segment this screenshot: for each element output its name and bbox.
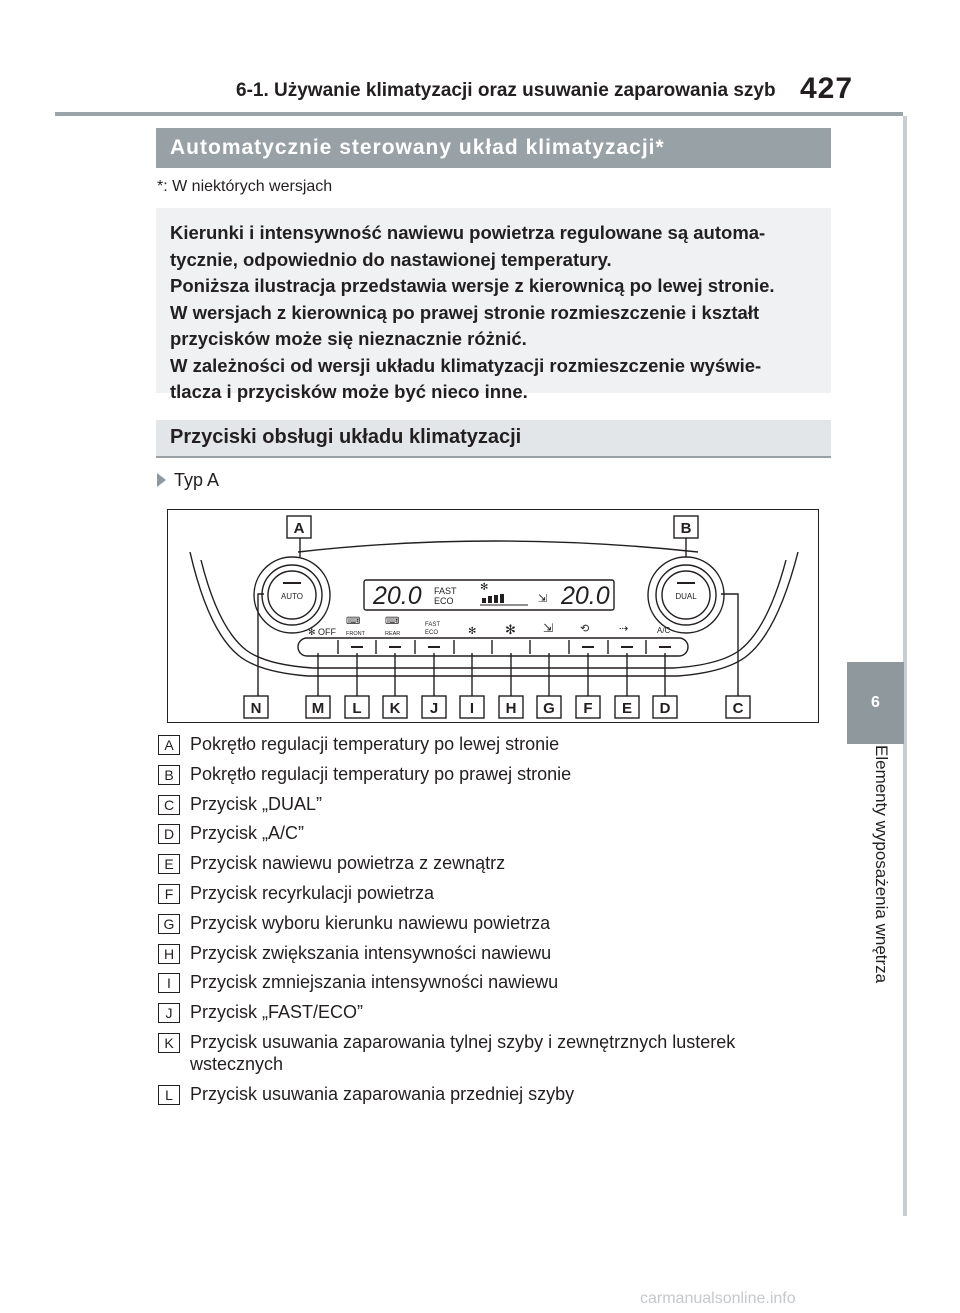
info-line: Poniższa ilustracja przedstawia wersje z kierownicą po lewej stronie. [170,275,775,296]
info-line: W zależności od wersji układu klimatyzacji rozmieszczenie wyświe- [170,354,762,376]
info-box [156,208,831,402]
section-heading-controls: Przyciski obsługi układu klimatyzacji [156,420,831,458]
callout-f: F [583,700,593,717]
legend-key: E [158,854,180,874]
watermark: carmanualsonline.info [640,1290,796,1307]
front-defrost-label[interactable]: FRONT [346,631,365,637]
callout-n: N [250,700,262,717]
legend-key: G [158,914,180,934]
legend-text: Pokrętło regulacji temperatury po lewej stronie [190,734,560,754]
footnote: *: W niektórych wersjach [157,178,333,195]
header-section-title: 6-1. Używanie klimatyzacji oraz usuwanie zaparowania szyb [236,80,776,101]
legend-item [158,793,838,815]
legend-text: Przycisk usuwania zaparowania tylnej szyby i zewnętrznych lusterek [190,1031,736,1052]
type-label-text: Typ A [174,470,220,490]
legend-key: K [158,1033,180,1053]
rear-defrost-label[interactable]: REAR [385,631,401,637]
fan-down-icon[interactable]: ✻ [468,626,477,637]
fan-up-icon[interactable]: ✻ [505,623,516,638]
legend-text: Przycisk usuwania zaparowania przedniej szyby [190,1083,575,1104]
control-panel-illustration [168,510,820,724]
fan-level-bars-icon [482,594,504,603]
legend-key: C [158,795,180,815]
legend-item [158,882,838,904]
legend-text: Przycisk „DUAL” [190,793,323,814]
callout-c: C [732,700,744,717]
callout-g: G [543,700,555,717]
legend-key: L [158,1085,180,1105]
callout-i: I [469,700,475,717]
rear-defrost-icon: ⌨ [385,616,400,627]
info-line: Kierunki i intensywność nawiewu powietrza regulowane są automa- [170,222,766,243]
callout-h: H [505,700,517,717]
legend-text: Przycisk zmniejszania intensywności nawiewu [190,972,559,993]
chapter-tab [847,662,904,744]
callout-j: J [429,700,439,717]
callout-l: L [352,700,362,717]
section-heading-auto-ac: Automatycznie sterowany układ klimatyzacji* [156,128,831,168]
header-divider [55,112,903,116]
legend-item [158,733,838,755]
chapter-label: Elementy wyposażenia wnętrza [872,745,891,984]
callout-k: K [389,700,401,717]
legend-text: Przycisk recyrkulacji powietrza [190,882,435,903]
legend-item [158,942,838,964]
callout-a: A [293,520,305,537]
legend-text: Przycisk „A/C” [190,823,304,844]
legend-text-continued: wstecznych [190,1053,284,1074]
info-line: przycisków może się nieznacznie różnić. [170,328,527,349]
display-fan-icon: ✻ [480,582,489,593]
legend-item [158,1031,838,1075]
fan-off-label[interactable]: ✻ OFF [308,627,337,637]
info-line: tycznie, odpowiednio do nastawionej temperatury. [170,248,612,270]
type-label [157,470,219,491]
info-line: tlacza i przycisków może być nieco inne. [170,381,528,402]
info-line: W wersjach z kierownicą po prawej stronie rozmieszczenie i kształt [170,301,760,323]
outside-air-icon[interactable]: ⇢ [619,622,629,635]
display-fast-label: FAST [434,586,457,596]
legend-text: Przycisk „FAST/ECO” [190,1002,364,1023]
front-defrost-icon: ⌨ [346,616,361,627]
callout-m: M [311,700,325,717]
dual-knob-label[interactable]: DUAL [675,592,697,601]
legend-item [158,852,838,874]
page-number: 427 [800,72,854,105]
triangle-bullet-icon [157,473,166,487]
legend-text: Pokrętło regulacji temperatury po prawej stronie [190,763,572,784]
fast-button-label[interactable]: FAST [425,622,441,628]
callout-e: E [621,700,633,717]
legend-item [158,1001,838,1023]
left-temperature-display: 20.0 [373,582,422,610]
display-airflow-icon: ⇲ [538,592,548,605]
legend-text: Przycisk wyboru kierunku nawiewu powietrza [190,912,551,933]
legend-key: I [158,973,180,993]
legend-key: H [158,944,180,964]
legend-key: F [158,884,180,904]
legend-key: B [158,765,180,785]
eco-button-label[interactable]: ECO [425,630,439,636]
legend-item [158,1083,838,1105]
legend-key: J [158,1003,180,1023]
callout-b: B [680,520,692,537]
auto-knob-label[interactable]: AUTO [280,592,304,601]
airflow-mode-icon[interactable]: ⇲ [543,621,554,635]
legend-key: D [158,824,180,844]
legend-key: A [158,735,180,755]
legend-item [158,763,838,785]
right-temperature-display: 20.0 [561,582,610,610]
control-panel-diagram [167,509,819,723]
ac-button-label[interactable]: A/C [657,626,671,635]
recirculation-icon[interactable]: ⟲ [580,622,590,635]
legend-item [158,971,838,993]
legend-item [158,822,838,844]
legend-text: Przycisk zwiększania intensywności nawiewu [190,942,552,963]
legend-text: Przycisk nawiewu powietrza z zewnątrz [190,853,506,874]
legend-item [158,912,838,934]
display-eco-label: ECO [434,596,454,606]
callout-d: D [659,700,671,717]
chapter-number: 6 [871,694,880,711]
legend-list [158,733,838,1113]
